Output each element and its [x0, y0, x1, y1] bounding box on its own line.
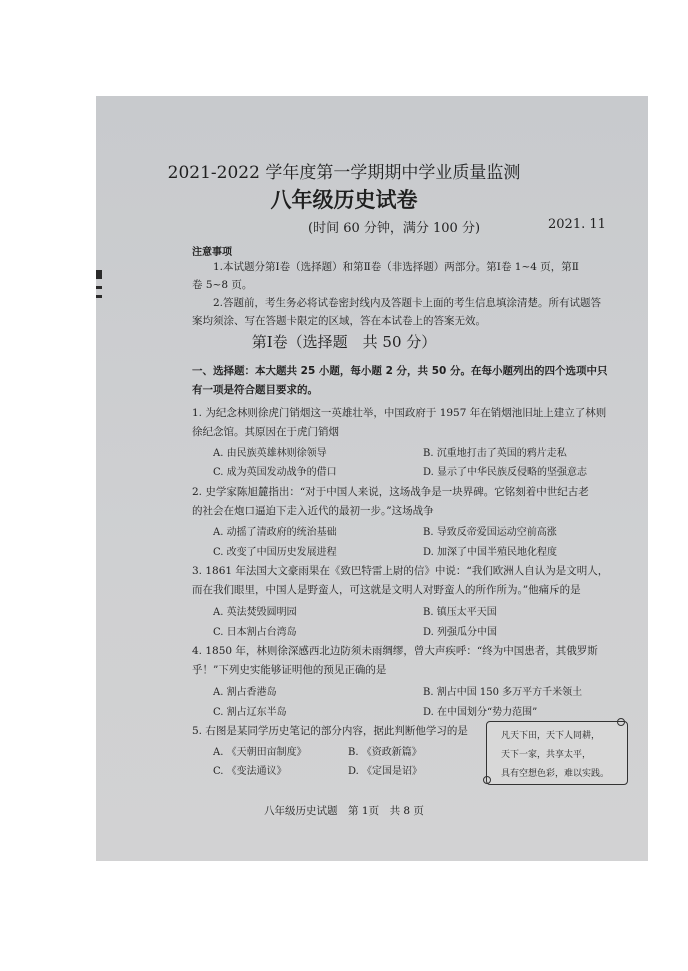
question-3-option-c[interactable]: C. 日本割占台湾岛	[213, 627, 297, 638]
binding-mark	[96, 286, 102, 289]
question-5-stem: 5. 右图是某同学历史笔记的部分内容，据此判断他学习的是	[192, 725, 468, 737]
question-3-stem: 3. 1861 年法国大文豪雨果在《致巴特雷上尉的信》中说：“我们欧洲人自认为是文明人，	[192, 565, 609, 577]
notice-heading: 注意事项	[192, 247, 232, 258]
question-1-option-d[interactable]: D. 显示了中华民族反侵略的坚强意志	[423, 467, 588, 478]
question-1-option-c[interactable]: C. 成为英国发动战争的借口	[213, 467, 337, 478]
section-heading: 第Ⅰ卷（选择题 共 50 分）	[251, 333, 437, 351]
question-3-stem: 而在我们眼里，中国人是野蛮人，可这就是文明人对野蛮人的所作所为。”他痛斥的是	[192, 584, 581, 596]
question-2-option-d[interactable]: D. 加深了中国半殖民地化程度	[423, 547, 558, 558]
notice-line: 卷 5~8 页。	[192, 279, 253, 291]
scroll-note-line: 具有空想色彩，难以实践。	[501, 769, 610, 779]
section-instruction: 有一项是符合题目要求的。	[192, 384, 318, 396]
exam-duration: (时间 60 分钟，满分 100 分)	[308, 221, 481, 236]
question-3-option-d[interactable]: D. 列强瓜分中国	[423, 627, 498, 638]
exam-title: 2021-2022 学年度第一学期期中学业质量监测	[167, 163, 521, 183]
question-4-option-b[interactable]: B. 割占中国 150 多万平方千米领土	[423, 687, 583, 698]
question-3-option-b[interactable]: B. 镇压太平天国	[423, 607, 497, 618]
question-5-option-d[interactable]: D. 《定国是诏》	[348, 766, 423, 777]
exam-date: 2021. 11	[548, 217, 606, 232]
notice-line: 案均须涂、写在答题卡限定的区域，答在本试卷上的答案无效。	[192, 315, 486, 327]
binding-mark	[96, 295, 102, 298]
notice-line: 2.答题前，考生务必将试卷密封线内及答题卡上面的考生信息填涂清楚。所有试题答	[213, 297, 602, 309]
scroll-note-line: 天下一家，共享太平，	[501, 750, 592, 760]
question-4-option-c[interactable]: C. 割占辽东半岛	[213, 707, 287, 718]
question-1-stem: 1. 为纪念林则徐虎门销烟这一英雄壮举，中国政府于 1957 年在销烟池旧址上建立了林则	[192, 407, 607, 419]
subject-title: 八年级历史试卷	[270, 188, 418, 212]
question-5-option-b[interactable]: B. 《资政新篇》	[348, 747, 422, 758]
question-4-stem: 乎！”下列史实能够证明他的预见正确的是	[192, 664, 387, 676]
question-4-stem: 4. 1850 年，林则徐深感西北边防须未雨绸缪，曾大声疾呼：“终为中国患者，其俄罗斯	[192, 645, 598, 657]
binding-mark	[96, 270, 102, 279]
question-2-stem: 的社会在炮口逼迫下走入近代的最初一步。”这场战争	[192, 505, 434, 517]
scroll-note-line: 凡天下田，天下人同耕，	[501, 731, 601, 741]
question-1-stem: 徐纪念馆。其原因在于虎门销烟	[192, 426, 339, 438]
question-4-option-a[interactable]: A. 割占香港岛	[213, 687, 277, 698]
scroll-roll-icon	[483, 776, 491, 784]
question-2-option-a[interactable]: A. 动摇了清政府的统治基础	[213, 527, 337, 538]
question-2-option-c[interactable]: C. 改变了中国历史发展进程	[213, 547, 337, 558]
section-instruction: 一、选择题：本大题共 25 小题，每小题 2 分，共 50 分。在每小题列出的四个选项中只	[192, 365, 608, 377]
question-4-option-d[interactable]: D. 在中国划分“势力范围”	[423, 707, 538, 718]
question-5-option-a[interactable]: A. 《天朝田亩制度》	[213, 747, 307, 758]
question-2-stem: 2. 史学家陈旭麓指出：“对于中国人来说，这场战争是一块界碑。它铭刻着中世纪古老	[192, 486, 589, 498]
notice-line: 1.本试题分第Ⅰ卷（选择题）和第Ⅱ卷（非选择题）两部分。第Ⅰ卷 1~4 页，第Ⅱ	[213, 261, 579, 273]
scroll-note-figure	[486, 721, 628, 785]
question-3-option-a[interactable]: A. 英法焚毁圆明园	[213, 607, 297, 618]
page-footer: 八年级历史试题 第 1页 共 8 页	[264, 805, 424, 817]
question-1-option-b[interactable]: B. 沉重地打击了英国的鸦片走私	[423, 448, 567, 459]
question-5-option-c[interactable]: C. 《变法通议》	[213, 766, 287, 777]
question-2-option-b[interactable]: B. 导致反帝爱国运动空前高涨	[423, 527, 557, 538]
question-1-option-a[interactable]: A. 由民族英雄林则徐领导	[213, 448, 327, 459]
scroll-roll-icon	[617, 718, 625, 726]
